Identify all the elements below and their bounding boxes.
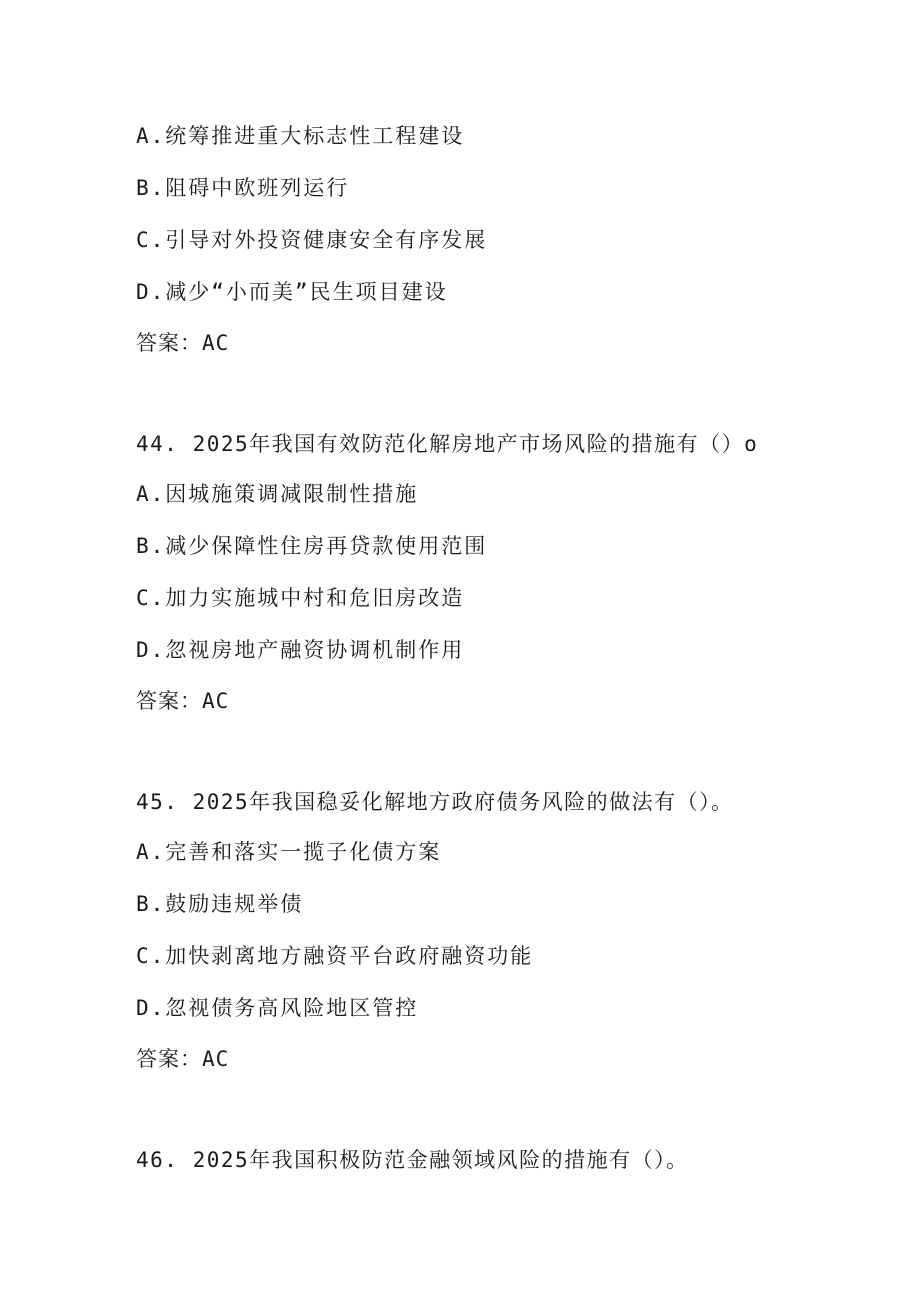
- q45-option-c: C.加快剥离地方融资平台政府融资功能: [136, 944, 534, 968]
- q46-question: 46. 2025年我国积极防范金融领域风险的措施有（）。: [136, 1148, 689, 1172]
- q45-option-d: D.忽视债务高风险地区管控: [136, 996, 419, 1020]
- q44-option-b: B.减少保障性住房再贷款使用范围: [136, 534, 488, 558]
- q45-option-b: B.鼓励违规举债: [136, 892, 304, 916]
- q43-option-b: B.阻碍中欧班列运行: [136, 176, 350, 200]
- q43-option-d: D.减少“小而美”民生项目建设: [136, 280, 448, 304]
- q44-answer: 答案：AC: [136, 689, 230, 713]
- q43-option-c: C.引导对外投资健康安全有序发展: [136, 228, 488, 252]
- q44-option-a: A.因城施策调减限制性措施: [136, 482, 419, 506]
- q43-option-a: A.统筹推进重大标志性工程建设: [136, 124, 465, 148]
- q45-question: 45. 2025年我国稳妥化解地方政府债务风险的做法有（）。: [136, 790, 734, 814]
- q44-question: 44. 2025年我国有效防范化解房地产市场风险的措施有（）o: [136, 432, 759, 456]
- q45-answer: 答案：AC: [136, 1047, 230, 1071]
- q44-option-d: D.忽视房地产融资协调机制作用: [136, 638, 465, 662]
- q45-option-a: A.完善和落实一揽子化债方案: [136, 840, 442, 864]
- q44-option-c: C.加力实施城中村和危旧房改造: [136, 586, 465, 610]
- q43-answer: 答案：AC: [136, 331, 230, 355]
